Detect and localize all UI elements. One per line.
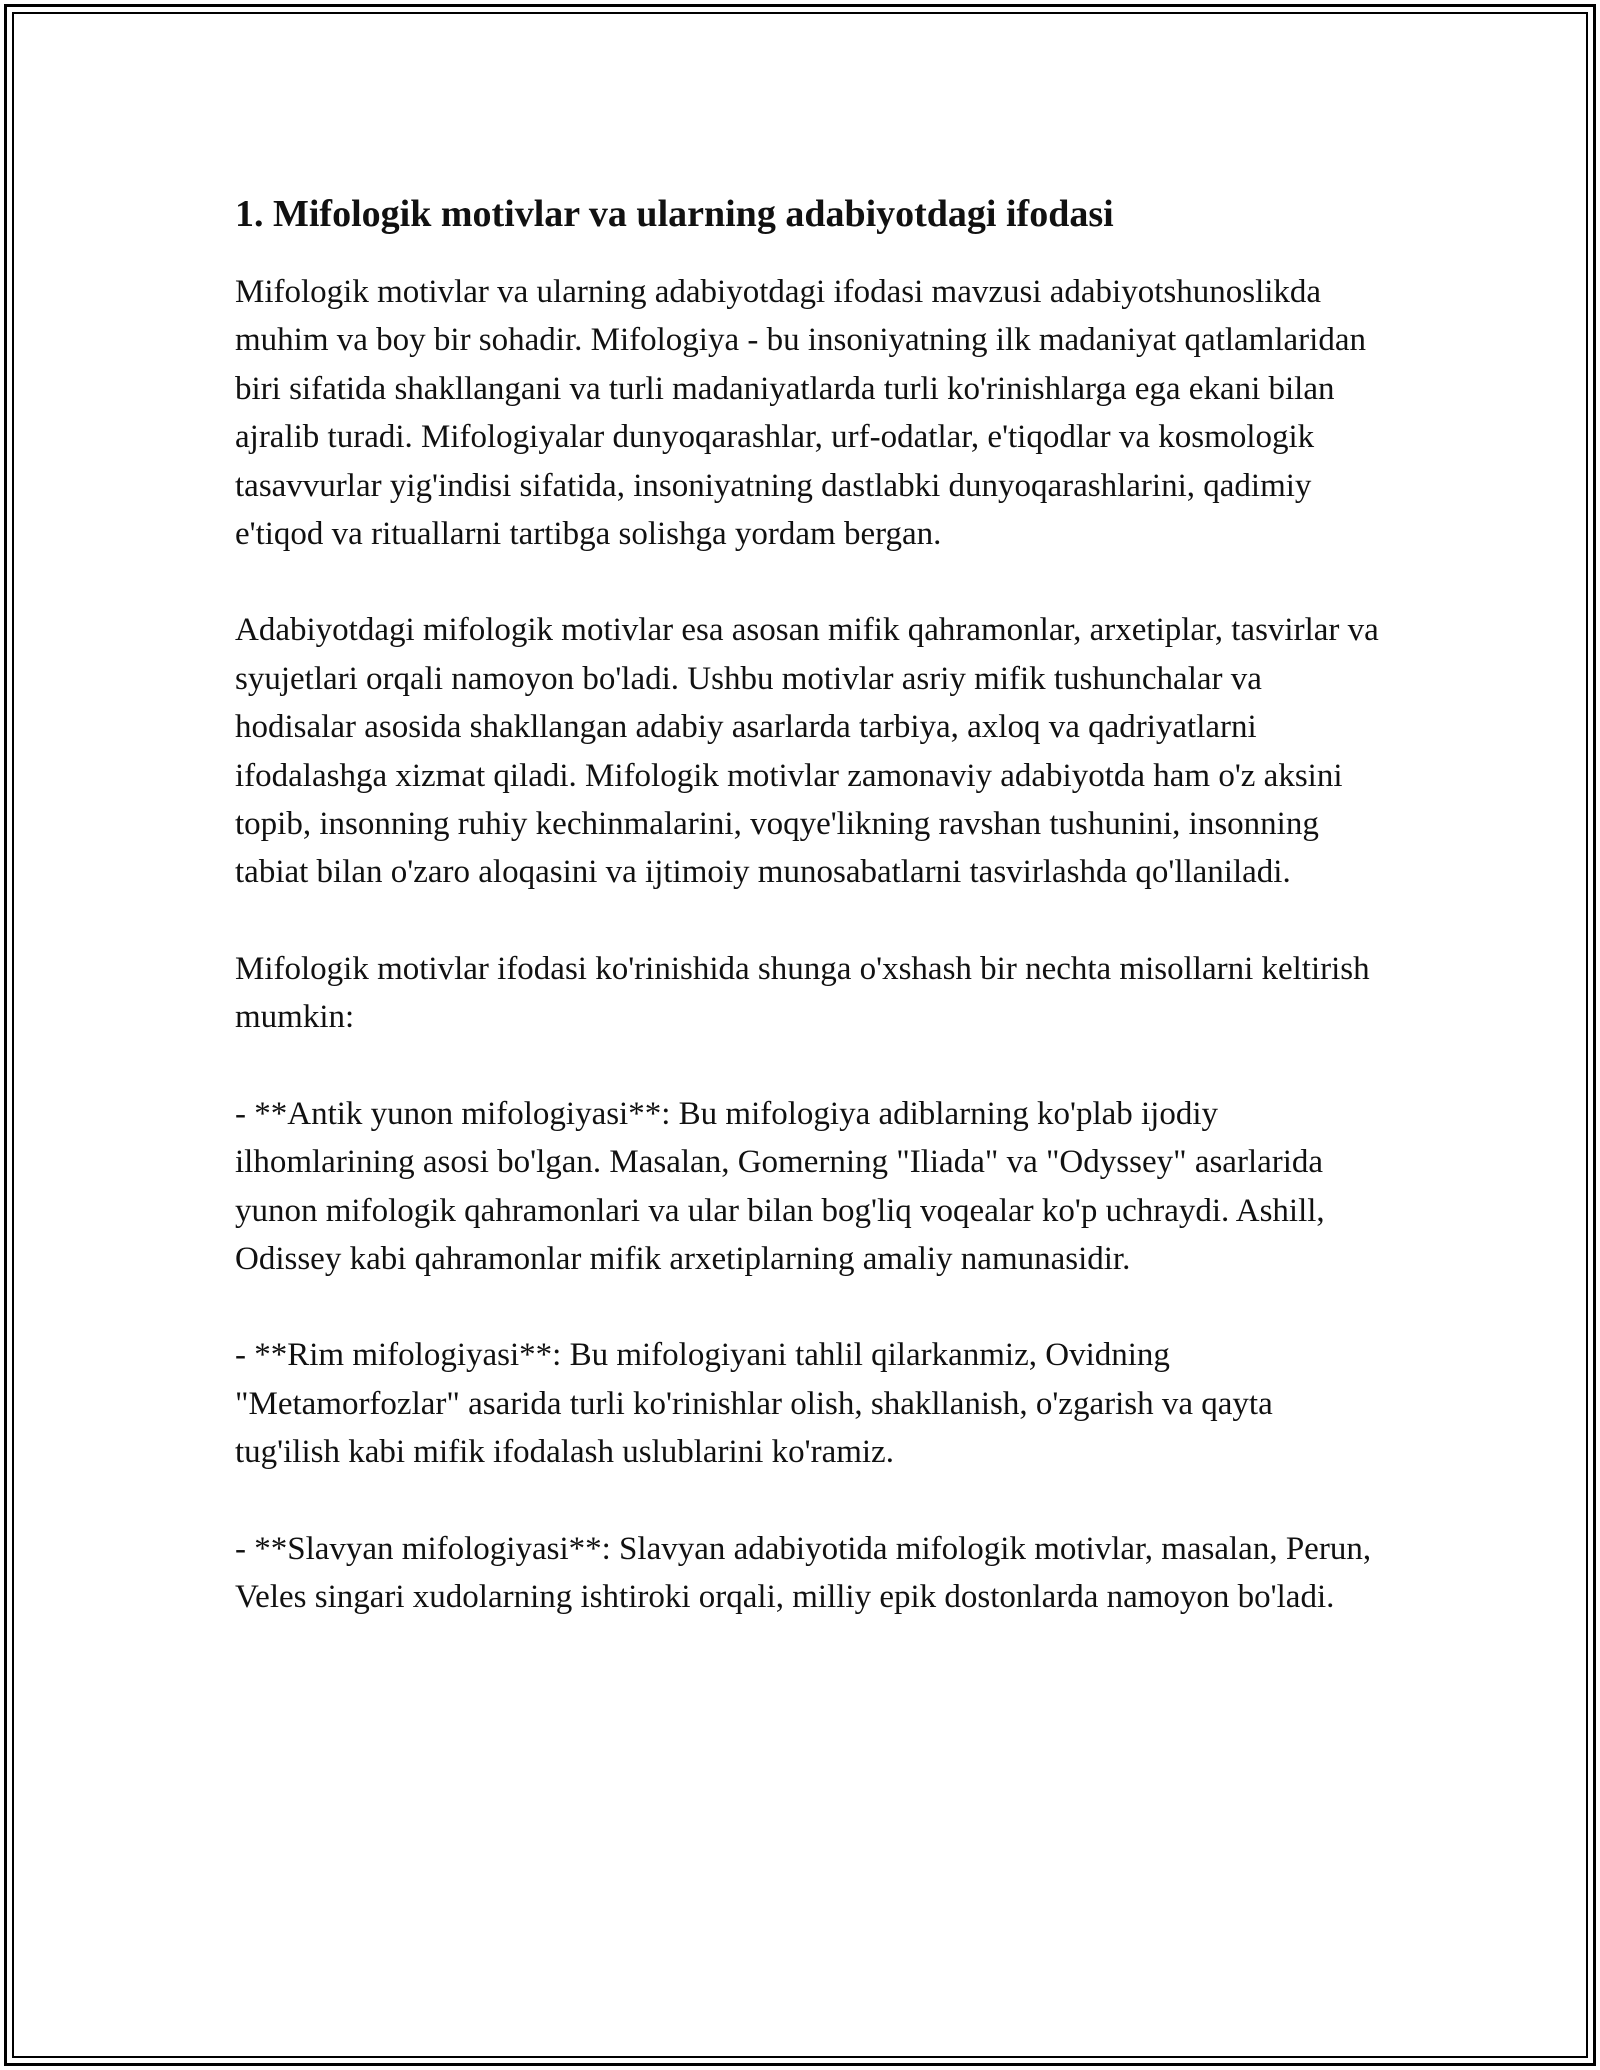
list-item-slavic-mythology: - **Slavyan mifologiyasi**: Slavyan adabiyotida mifologik motivlar, masalan, Perun, Veles singari xudolarning ishtiroki orqali, milliy epik dostonlarda namoyon bo'ladi.: [235, 1530, 1372, 1615]
document-body: [235, 188, 1385, 1669]
paragraph-literary-motifs: Adabiyotdagi mifologik motivlar esa asosan mifik qahramonlar, arxetiplar, tasvirlar va syujetlari orqali namoyon bo'ladi. Ushbu motivlar asriy mifik tushunchalar va hodisalar asosida shakllangan adabiy asarlarda tarbiya, axloq va qadriyatlarni ifodalashga xizmat qiladi. Mifologik motivlar zamonaviy adabiyotda ham o'z aksini topib, insonning ruhiy kechinmalarini, voqye'likning ravshan tushunini, insonning tabiat bilan o'zaro aloqasini va ijtimoiy munosabatlarni tasvirlashda qo'llaniladi.: [235, 612, 1379, 891]
list-item-roman-mythology: - **Rim mifologiyasi**: Bu mifologiyani tahlil qilarkanmiz, Ovidning "Metamorfozlar" asarida turli ko'rinishlar olish, shakllanish, o'zgarish va qayta tug'ilish kabi mifik ifodalash uslublarini ko'ramiz.: [235, 1337, 1273, 1471]
paragraph-examples-intro: Mifologik motivlar ifodasi ko'rinishida shunga o'xshash bir nechta misollarni keltirish mumkin:: [235, 950, 1370, 1036]
list-item-greek-mythology: - **Antik yunon mifologiyasi**: Bu mifologiya adiblarning ko'plab ijodiy ilhomlarining asosi bo'lgan. Masalan, Gomerning "Iliada" va "Odyssey" asarlarida yunon mifologik qahramonlari va ular bilan bog'liq voqealar ko'p uchraydi. Ashill, Odissey kabi qahramonlar mifik arxetiplarning amaliy namunasidir.: [235, 1095, 1325, 1277]
section-heading: 1. Mifologik motivlar va ularning adabiyotdagi ifodasi: [235, 193, 1114, 235]
paragraph-intro: Mifologik motivlar va ularning adabiyotdagi ifodasi mavzusi adabiyotshunoslikda muhim va boy bir sohadir. Mifologiya - bu insoniyatning ilk madaniyat qatlamlaridan biri sifatida shakllangani va turli madaniyatlarda turli ko'rinishlarga ega ekani bilan ajralib turadi. Mifologiyalar dunyoqarashlar, urf-odatlar, e'tiqodlar va kosmologik tasavvurlar yig'indisi sifatida, insoniyatning dastlabki dunyoqarashlarini, qadimiy e'tiqod va rituallarni tartibga solishga yordam bergan.: [235, 274, 1366, 553]
